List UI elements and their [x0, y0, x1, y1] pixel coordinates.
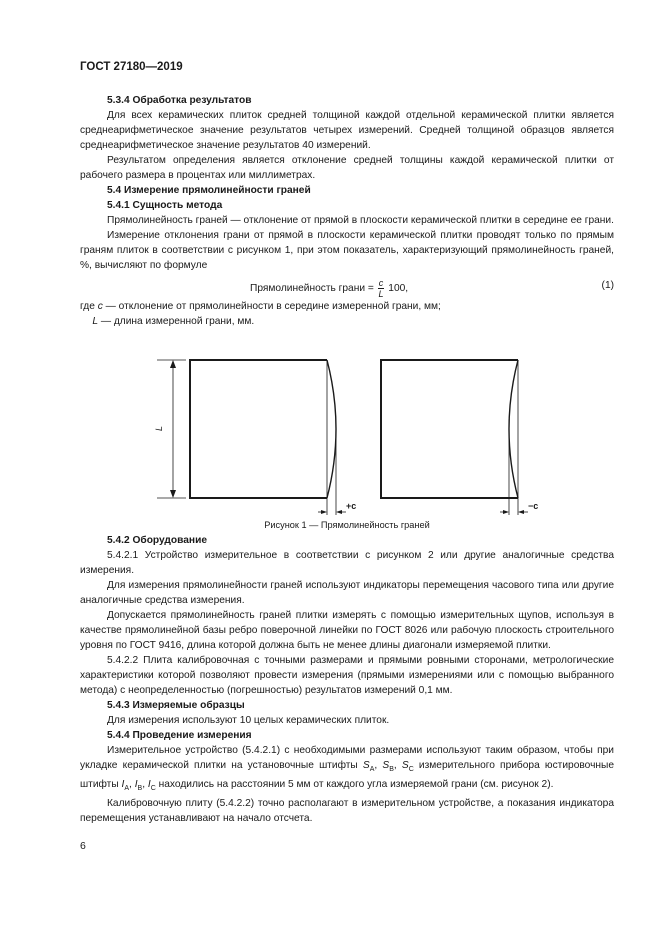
pin-s-b-sub: B [389, 766, 394, 774]
figure-1-caption: Рисунок 1 — Прямолинейность граней [264, 520, 430, 530]
formula-1 [80, 275, 614, 299]
section-5-4-heading: 5.4 Измерение прямолинейности граней [107, 185, 311, 196]
where-c-description: — отклонение от прямолинейности в середине измеренной грани, мм; [102, 301, 441, 312]
tile-convex [190, 360, 336, 515]
pin-s-c: S [401, 760, 409, 771]
pin-s-b: S [382, 760, 390, 771]
section-5-4-4-heading: 5.4.4 Проведение измерения [107, 730, 252, 741]
formula-lhs: Прямолинейность грани = [250, 283, 374, 294]
pin-i-a-sub: A [124, 785, 130, 793]
section-5-4-3-heading: 5.4.3 Измеряемые образцы [107, 700, 245, 711]
section-5-4-2-heading: 5.4.2 Оборудование [107, 535, 207, 546]
where-l-description: — длина измеренной грани, мм. [98, 316, 255, 327]
section-5-3-4-paragraph-1: Для всех керамических плиток средней толщиной каждой отдельной керамической плитки является среднеарифметическое значение результатов четырех измерений. Средней толщиной образцов является среднеарифметическое значение результатов 40 измерений. [80, 110, 614, 151]
section-5-4-2-paragraph-4: 5.4.2.2 Плита калибровочная с точными размерами и прямыми ровными сторонами, метрологические характеристики которой позволяют провести измерения (прямыми измерениями или с помощью выбранного метода) с неопределенностью (погрешностью) результатов измерений 0,1 мм. [80, 655, 614, 696]
pin-i-b-sub: B [137, 785, 143, 793]
pin-s-a: S [362, 760, 370, 771]
formula-denominator: L [378, 289, 384, 299]
formula-fraction [378, 278, 385, 299]
section-5-4-3-paragraph-1: Для измерения используют 10 целых керамических плиток. [107, 715, 390, 726]
document-body [80, 93, 614, 826]
pin-i-c: I [147, 779, 151, 791]
section-5-4-1-heading: 5.4.1 Сущность метода [107, 200, 223, 211]
formula-expression [250, 278, 408, 299]
pin-i-c-sub: C [150, 785, 156, 793]
standard-header: ГОСТ 27180—2019 [80, 61, 183, 73]
dimension-plus-c-label: +c [346, 501, 357, 511]
pin-s-a-sub: A [369, 766, 375, 774]
section-5-4-2-paragraph-1: 5.4.2.1 Устройство измерительное в соответствии с рисунком 2 или другие аналогичные средства измерения. [80, 550, 614, 576]
formula-numerator: c [378, 278, 384, 288]
section-5-4-2-paragraph-2: Для измерения прямолинейности граней используют индикаторы перемещения часового типа или другие аналогичные средства измерения. [80, 580, 614, 606]
p1-part-a: Измерительное устройство (5.4.2.1) с необходимыми размерами используют таким образом, чтобы при укладке керамической плитки на установочные штифты [80, 745, 614, 771]
section-5-4-4-paragraph-2: Калибровочную плиту (5.4.2.2) точно располагают в измерительном устройстве, а показания индикатора перемещения устанавливают на начало отсчета. [80, 798, 614, 825]
p1-part-b: измерительного прибора юстировочные штифты [80, 760, 615, 791]
figure-1 [80, 335, 614, 533]
dimension-minus-c [500, 510, 528, 514]
where-line-l [80, 314, 614, 329]
section-5-4-2-paragraph-3: Допускается прямолинейность граней плитки измерять с помощью измерительных щупов, используя в качестве прямолинейной базы ребро поверочной линейки по ГОСТ 8026 или рабочую плоскость строительного уровня по ГОСТ 9416, длина которой должна быть не менее длины диагонали измеряемой плитки. [80, 610, 614, 651]
section-5-4-1-paragraph-2: Измерение отклонения грани от прямой в плоскости керамической плитки проводят только по прямым граням плиток в соответствии с рисунком 1, при этом показатель, характеризующий прямолинейность граней, %, вычисляют по формуле [80, 230, 614, 271]
formula-number: (1) [601, 280, 614, 291]
p1-part-c: находились на расстоянии 5 мм от каждого угла измеряемой грани (см. рисунок 2). [155, 779, 554, 791]
tile-concave [381, 360, 518, 515]
dimension-plus-c [318, 510, 346, 514]
page-number: 6 [80, 840, 86, 852]
dimension-L-label: L [154, 425, 164, 431]
pin-i-a: I [121, 779, 125, 791]
section-5-3-4-heading: 5.3.4 Обработка результатов [107, 95, 252, 106]
pin-i-b: I [134, 779, 138, 791]
dimension-minus-c-label: −c [528, 501, 539, 511]
where-line-c [80, 299, 614, 314]
section-5-4-1-paragraph-1: Прямолинейность граней — отклонение от прямой в плоскости керамической плитки в середине ее грани. [107, 215, 614, 226]
pin-s-c-sub: C [408, 766, 414, 774]
where-var-l: L [92, 316, 98, 327]
where-prefix: где [80, 301, 98, 312]
section-5-4-4-paragraph-1: Измерительное устройство (5.4.2.1) с необходимыми размерами используют таким образом, чтобы при укладке керамической плитки на установочные штифты $S_A$, $S_B$, $S_C$ измерительного прибора юстировочные штифты $I_A$, $I_B$, $I_C$ находились на расстоянии 5 мм от каждого угла измеряемой грани (см. рисунок 2). [80, 745, 615, 793]
section-5-3-4-paragraph-2: Результатом определения является отклонение средней толщины каждой керамической плитки от рабочего размера в процентах или миллиметрах. [80, 155, 614, 181]
where-var-c: c [97, 301, 103, 312]
formula-rhs: 100, [388, 283, 409, 294]
figure-1-drawing [80, 335, 614, 515]
